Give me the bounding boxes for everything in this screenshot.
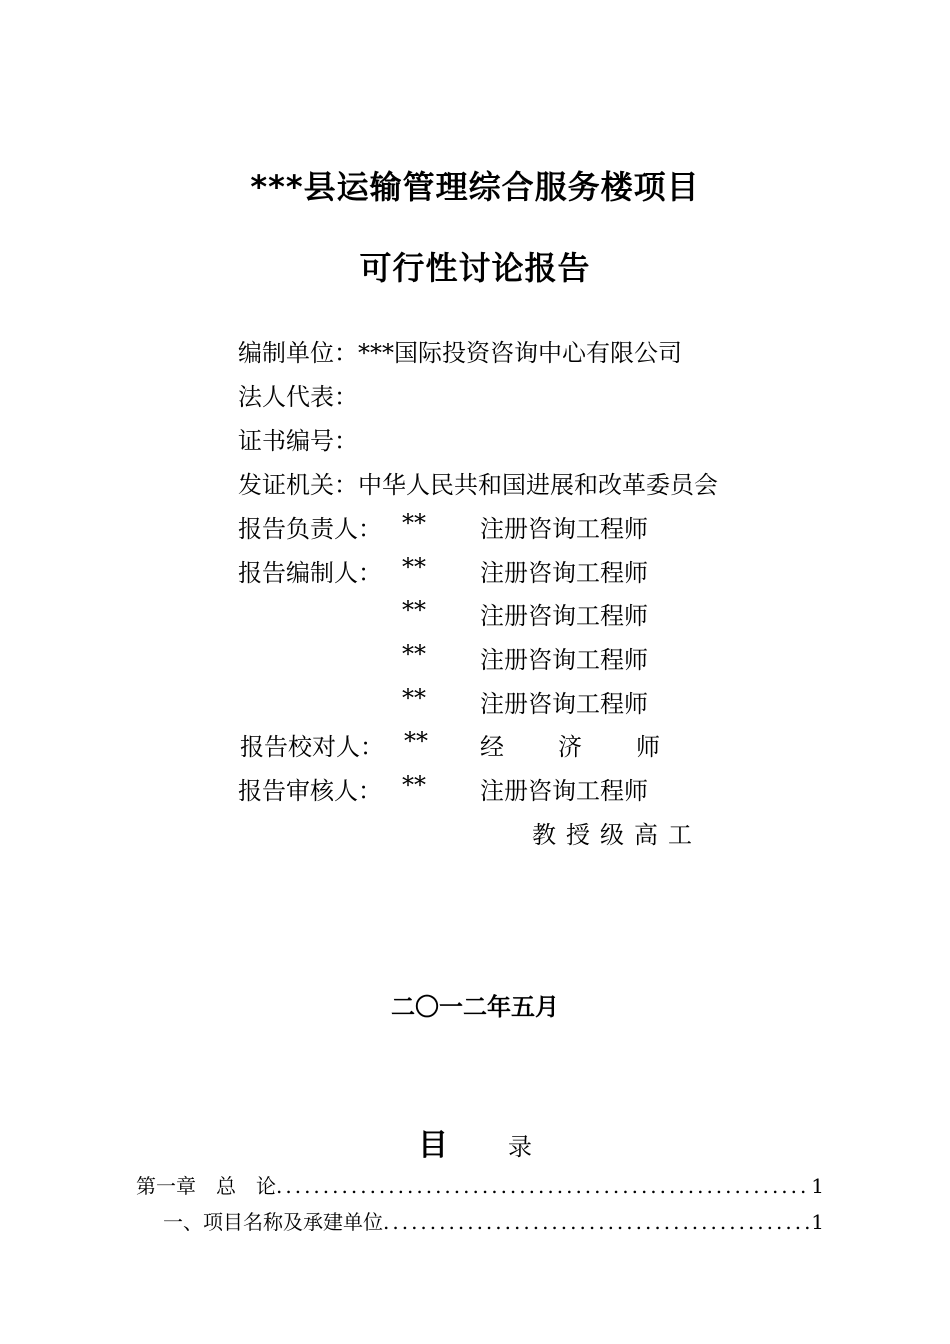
- toc-entry-label: 第一章 总 论: [136, 1174, 276, 1198]
- toc-entry-page: 1: [811, 1210, 824, 1234]
- toc-heading-char: 录: [508, 1133, 532, 1161]
- staff-role: 报告校对人：: [240, 733, 384, 761]
- staff-title: 注册咨询工程师: [480, 690, 648, 718]
- staff-title: 注册咨询工程师: [480, 646, 648, 674]
- compiling-org: 编制单位：***国际投资咨询中心有限公司: [238, 339, 682, 367]
- staff-title: 注册咨询工程师: [480, 602, 648, 630]
- toc-entry[interactable]: [136, 1170, 824, 1199]
- toc-heading: [0, 1120, 950, 1164]
- staff-role: 报告审核人：: [238, 777, 382, 805]
- legal-representative: 法人代表：: [238, 383, 358, 411]
- professional-title: 教授级高工: [532, 821, 702, 849]
- staff-title: 注册咨询工程师: [480, 559, 648, 587]
- staff-name: **: [402, 509, 426, 537]
- staff-name: **: [402, 596, 426, 624]
- report-title-line1: ***县运输管理综合服务楼项目: [250, 168, 700, 206]
- toc-heading-char: 目: [418, 1128, 448, 1163]
- staff-role: 报告负责人：: [238, 515, 382, 543]
- toc-leader-dots: [276, 1174, 811, 1198]
- report-date: 二〇一二年五月: [391, 993, 559, 1021]
- staff-title: 注册咨询工程师: [480, 777, 648, 805]
- certificate-number: 证书编号：: [238, 427, 358, 455]
- staff-name: **: [402, 684, 426, 712]
- report-title-line2: 可行性讨论报告: [359, 249, 591, 287]
- issuing-authority: 发证机关：中华人民共和国进展和改革委员会: [238, 471, 718, 499]
- toc-leader-dots: [383, 1210, 811, 1234]
- toc-entry[interactable]: [163, 1206, 824, 1235]
- staff-name: **: [402, 640, 426, 668]
- staff-name: **: [402, 771, 426, 799]
- staff-name: **: [404, 727, 428, 755]
- staff-title: 注册咨询工程师: [480, 515, 648, 543]
- staff-title: 经济师: [480, 733, 660, 761]
- toc-entry-page: 1: [811, 1174, 824, 1198]
- toc-entry-label: 一、项目名称及承建单位: [163, 1210, 383, 1234]
- staff-role: 报告编制人：: [238, 559, 382, 587]
- staff-name: **: [402, 553, 426, 581]
